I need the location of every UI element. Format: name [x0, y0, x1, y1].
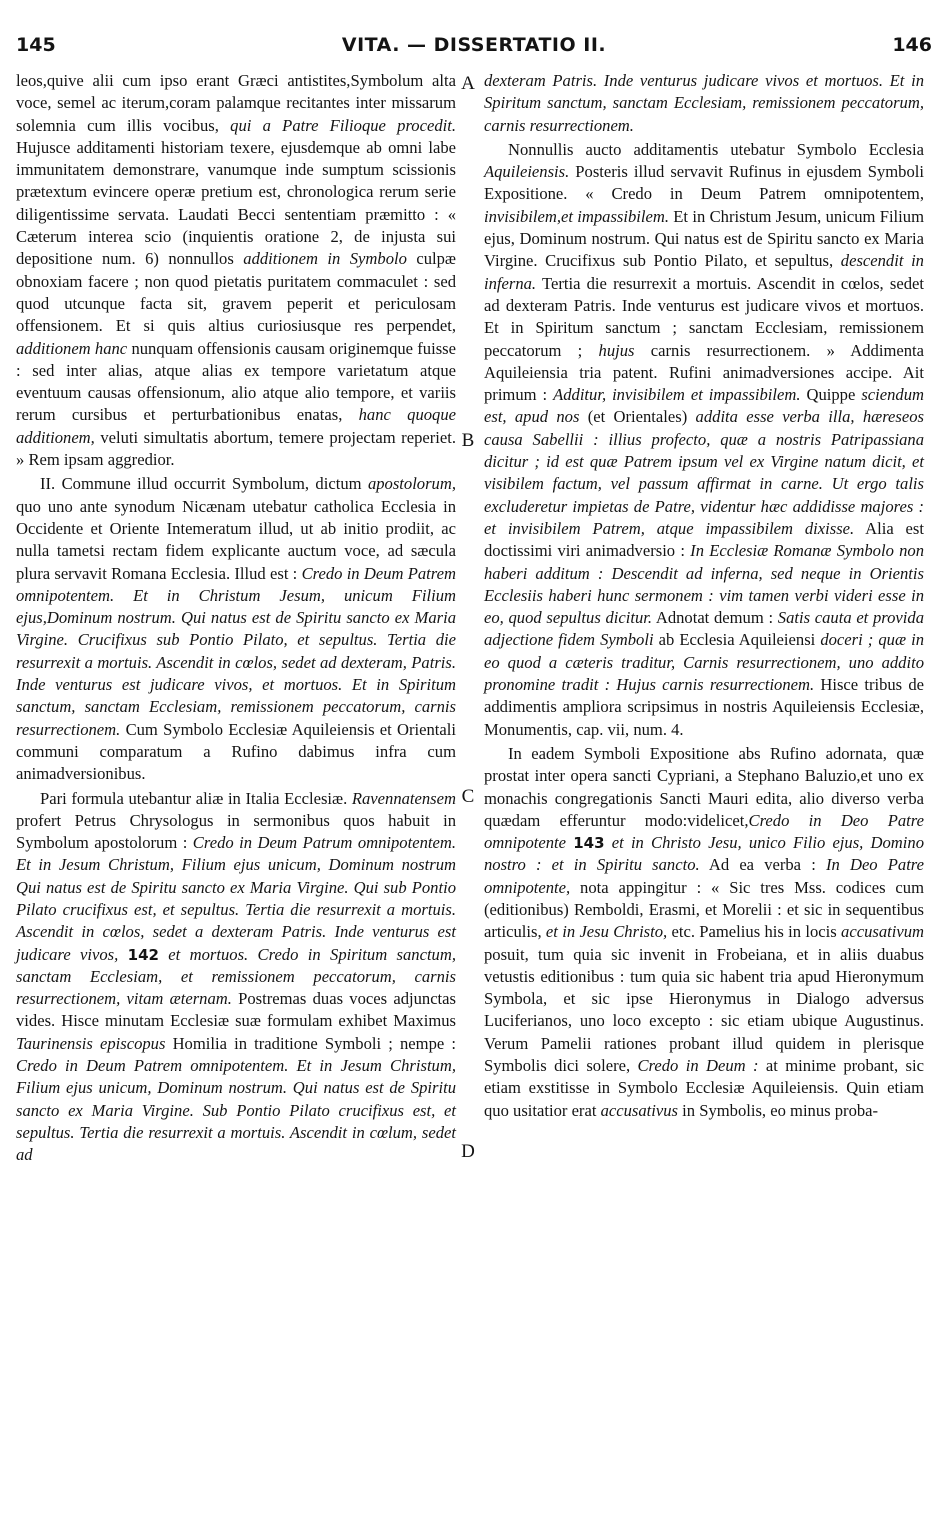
column-marker-143: 143 [573, 834, 605, 853]
right-column [484, 70, 924, 1122]
margin-letter-d: D [461, 1141, 475, 1162]
paragraph: Pari formula utebantur aliæ in Italia Ecclesiæ. Ravennatensem profert Petrus Chrysologus in sermonibus quos habuit in Symbolum apostolorum : Credo in Deum Patrum omnipotentem. Et in Jesum Christum, Filium ejus unicum, Dominum nostrum Qui natus est de Spiritu sancto ex Maria Virgine. Qui sub Pontio Pilato crucifixus est, et sepultus. Tertia die resurrexit a mortuis. Ascendit in cœlos, sedet a dexteram Patris. Inde venturus est judicare vivos, 142 et mortuos. Credo in Spiritum sanctum, sanctam Ecclesiam, et remissionem peccatorum, carnis resurrectionem, vitam æternam. Postremas duas voces adjunctas vides. Hisce minutam Ecclesiæ suæ formulam exhibet Maximus Taurinensis episcopus Homilia in traditione Symboli ; nempe : Credo in Deum Patrem omnipotentem. Et in Jesum Christum, Filium ejus unicum, Dominum nostrum. Qui natus est de Spiritu sancto ex Maria Virgine. Sub Pontio Pilato crucifixus est, et sepultus. Tertia die resurrexit a mortuis. Ascendit in cœlum, sedet ad [16, 788, 456, 1165]
paragraph: Nonnullis aucto additamentis utebatur Symbolo Ecclesia Aquileiensis. Posteris illud servavit Rufinus in ejusdem Symboli Expositione. « Credo in Deum Patrem omnipotentem, invisibilem,et impassibilem. Et in Christum Jesum, unicum Filium ejus, Dominum nostrum. Qui natus est de Spiritu sancto ex Maria Virgine. Crucifixus sub Pontio Pilato, et sepultus, descendit in inferna. Tertia die resurrexit a mortuis. Ascendit in cœlos, sedet ad dexteram Patris. Inde venturus est judicare vivos et mortuos. Et in Spiritum sanctum ; sanctam Ecclesiam, remissionem peccatorum ; hujus carnis resurrectionem. » Addimenta Aquileiensia tria patent. Rufini animadversiones accipe. Ait primum : Additur, invisibilem et impassibilem. Quippe sciendum est, apud nos (et Orientales) addita esse verba illa, hæreseos causa Sabellii : illius profecto, quæ a nostris Patripassiana dicitur ; id est quæ Patrem ipsum vel ex Virgine natum dicit, et visibilem factum, vel passum affirmat in carne. Ut ergo talis excluderetur impietas de Patre, videntur hæc addidisse majores : et invisibilem Patrem, atque impassibilem dixisse. Alia est doctissimi viri animadversio : In Ecclesiæ Romanæ Symbolo non haberi additum : Descendit ad inferna, sed neque in Orientis Ecclesiis haberi hunc sermonem : vim tamen verbi videri esse in eo, quod sepultus dicitur. Adnotat demum : Satis cauta et provida adjectione fidem Symboli ab Ecclesia Aquileiensi doceri ; quæ in eo quod a cæteris traditur, Carnis resurrectionem, uno addito pronomine tradit : Hujus carnis resurrectionem. Hisce tribus de addimentis ampliora scripsimus in nostris Aquileiensis Ecclesiæ, Monumentis, cap. vii, num. 4. [484, 139, 924, 739]
column-marker-142: 142 [127, 945, 159, 964]
paragraph: In eadem Symboli Expositione abs Rufino adornata, quæ prostat inter opera sancti Cypriani, a Stephano Baluzio,et uno ex monachis congregationis Sancti Mauri edita, alio diverso verba quædam efferuntur modo:videlicet,Credo in Deo Patre omnipotente 143 et in Christo Jesu, unico Filio ejus, Domino nostro : et in Spiritu sancto. Ad ea verba : In Deo Patre omnipotente, nota appingitur : « Sic tres Mss. codices cum (editionibus) Remboldi, Erasmi, et Morelii : et sic in sequentibus articulis, et in Jesu Christo, etc. Pamelius his in locis accusativum posuit, tum quia sic invenit in Frobeiana, et in aliis duabus vetustis editionibus : tum quia sic habent tria apud Hieronymum Symbola, et sic ipse Hieronymus in Dialogo adversus Luciferianos, uno loco excepto : sic etiam ubique Augustinus. Verum Pamelii rationes probant illud quidem in plerisque Symbolis dici solere, Credo in Deum : at minime probant, sic etiam exstitisse in Symbolo Ecclesiæ Aquileiensis. Quin etiam quo usitatior erat accusativus in Symbolis, eo minus proba- [484, 743, 925, 1120]
margin-letter-b: B [461, 430, 475, 451]
page-number-left: 145 [16, 34, 56, 56]
page-number-right: 146 [892, 34, 932, 56]
running-header [16, 34, 932, 60]
paragraph: dexteram Patris. Inde venturus judicare vivos et mortuos. Et in Spiritum sanctum, sanctam Ecclesiam, remissionem peccatorum, carnis resurrectionem. [484, 71, 924, 135]
left-column [16, 70, 456, 1167]
margin-letter-a: A [461, 73, 475, 94]
paragraph: II. Commune illud occurrit Symbolum, dictum apostolorum, quo uno ante synodum Nicænam utebatur catholica Ecclesia in Occidente et Oriente Intemeratum illud, ut ab initio prodiit, ac nulla tametsi rectam fidem explicante auctum voce, ad sæcula plura servavit Romana Ecclesia. Illud est : Credo in Deum Patrem omnipotentem. Et in Christum Jesum, unicum Filium ejus,Dominum nostrum. Qui natus est de Spiritu sancto ex Maria Virgine. Crucifixus sub Pontio Pilato, et sepultus. Tertia die resurrexit a mortuis. Ascendit in cœlos, sedet ad dexteram, Patris. Inde venturus est judicare vivos, et mortuos. Et in Spiritum sanctum, sanctam Ecclesiam, remissionem peccatorum, carnis resurrectionem. Cum Symbolo Ecclesiæ Aquileiensis et Orientali communi comparatum a Rufino dabimus infra cum animadversionibus. [16, 474, 456, 784]
running-title: VITA. — DISSERTATIO II. [341, 34, 607, 56]
paragraph: leos,quive alii cum ipso erant Græci antistites,Symbolum alta voce, semel ac iterum,coram palamque recitantes inter missarum solemnia cum illis vocibus, qui a Patre Filioque procedit. Hujusce additamenti historiam texere, ejusdemque ab omni labe immunitatem demonstrare, vanumque inde sumptum scissionis prætextum evincere operæ pretium est, chronologica rerum serie diligentissime servata. Laudati Becci sententiam præmitto : « Cæterum interea scio (inquientis oratione 2, de injusta sui depositione num. 6) nonnullos additionem in Symbolo culpæ obnoxiam facere ; non quod pietatis puritatem commaculet : sed quod utcunque facta sit, gravem peperit et periculosam offensionem. Et si quis altius curiosiusque res perpendet, additionem hanc nunquam offensionis causam originemque fuisse : sed inter alias, atque alias ex tempore varietatum atque eventuum causas offensionum, alio atque alio tempore, et variis rerum cursibus et perturbationibus enatas, hanc quoque additionem, veluti simultatis abortum, temere projectam reperiet. » Rem ipsam aggredior. [16, 71, 456, 470]
margin-letter-c: C [461, 786, 475, 807]
